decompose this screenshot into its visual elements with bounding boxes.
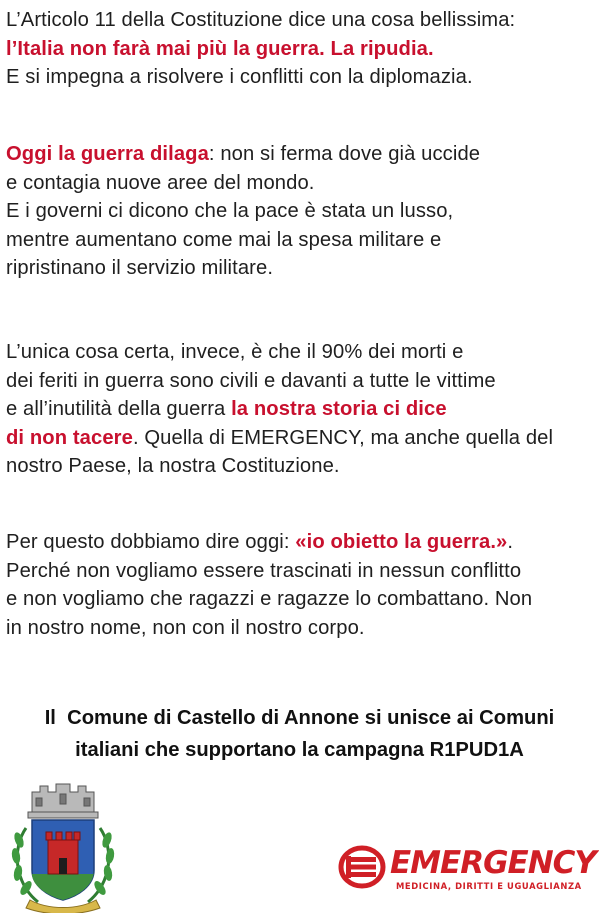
emergency-wordmark: EMERGENCY xyxy=(390,845,596,881)
paragraph-line: in nostro nome, non con il nostro corpo. xyxy=(6,616,365,639)
highlight-text: Oggi la guerra dilaga xyxy=(6,143,209,165)
paragraph-line: Perché non vogliamo essere trascinati in nessun conflitto xyxy=(6,559,522,582)
highlight-text: di non tacere xyxy=(6,426,133,449)
paragraph-line: mentre aumentano come mai la spesa militare e xyxy=(6,228,442,251)
paragraph-line xyxy=(6,424,596,453)
paragraph-line: dei feriti in guerra sono civili e davanti a tutte le vittime xyxy=(6,369,496,392)
paragraph-text: e all’inutilità della guerra xyxy=(6,398,232,421)
campaign-statement xyxy=(0,702,599,766)
paragraph-line: nostro Paese, la nostra Costituzione. xyxy=(6,455,340,478)
paragraph-line xyxy=(6,528,596,557)
paragraph-line: L’unica cosa certa, invece, è che il 90% dei morti e xyxy=(6,341,464,363)
paragraph-text: . xyxy=(507,531,514,553)
paragraph-article-11 xyxy=(6,6,596,92)
paragraph-line: e contagia nuove aree del mondo. xyxy=(6,171,315,194)
paragraph-civilian-victims xyxy=(6,338,596,481)
municipal-coat-of-arms-icon xyxy=(8,778,118,913)
paragraph-line: E si impegna a risolvere i conflitti con la diplomazia. xyxy=(6,66,473,89)
highlight-text: la nostra storia ci dice xyxy=(231,398,447,421)
paragraph-line xyxy=(6,140,596,169)
paragraph-line: E i governi ci dicono che la pace è stata un lusso, xyxy=(6,200,454,223)
statement-line: Il Comune di Castello di Annone si unisce ai Comuni xyxy=(44,707,555,729)
paragraph-line: L’Articolo 11 della Costituzione dice una cosa bellissima: xyxy=(6,9,516,31)
paragraph-line xyxy=(6,395,596,424)
emergency-symbol-icon xyxy=(338,844,388,890)
highlight-text: «io obietto la guerra.» xyxy=(295,531,508,553)
emergency-tagline: MEDICINA, DIRITTI E UGUAGLIANZA xyxy=(396,881,582,891)
emergency-logo xyxy=(338,840,596,896)
highlight-line: l’Italia non farà mai più la guerra. La ripudia. xyxy=(6,37,434,60)
paragraph-objection xyxy=(6,528,596,642)
paragraph-text: . Quella di EMERGENCY, ma anche quella del xyxy=(132,426,554,449)
paragraph-line: e non vogliamo che ragazzi e ragazze lo combattano. Non xyxy=(6,588,533,611)
paragraph-war-spreads xyxy=(6,140,596,283)
paragraph-text: Per questo dobbiamo dire oggi: xyxy=(6,531,296,553)
statement-line: italiani che supportano la campagna R1PUD1A xyxy=(75,739,524,761)
paragraph-text: : non si ferma dove già uccide xyxy=(208,143,481,165)
paragraph-line: ripristinano il servizio militare. xyxy=(6,257,274,280)
